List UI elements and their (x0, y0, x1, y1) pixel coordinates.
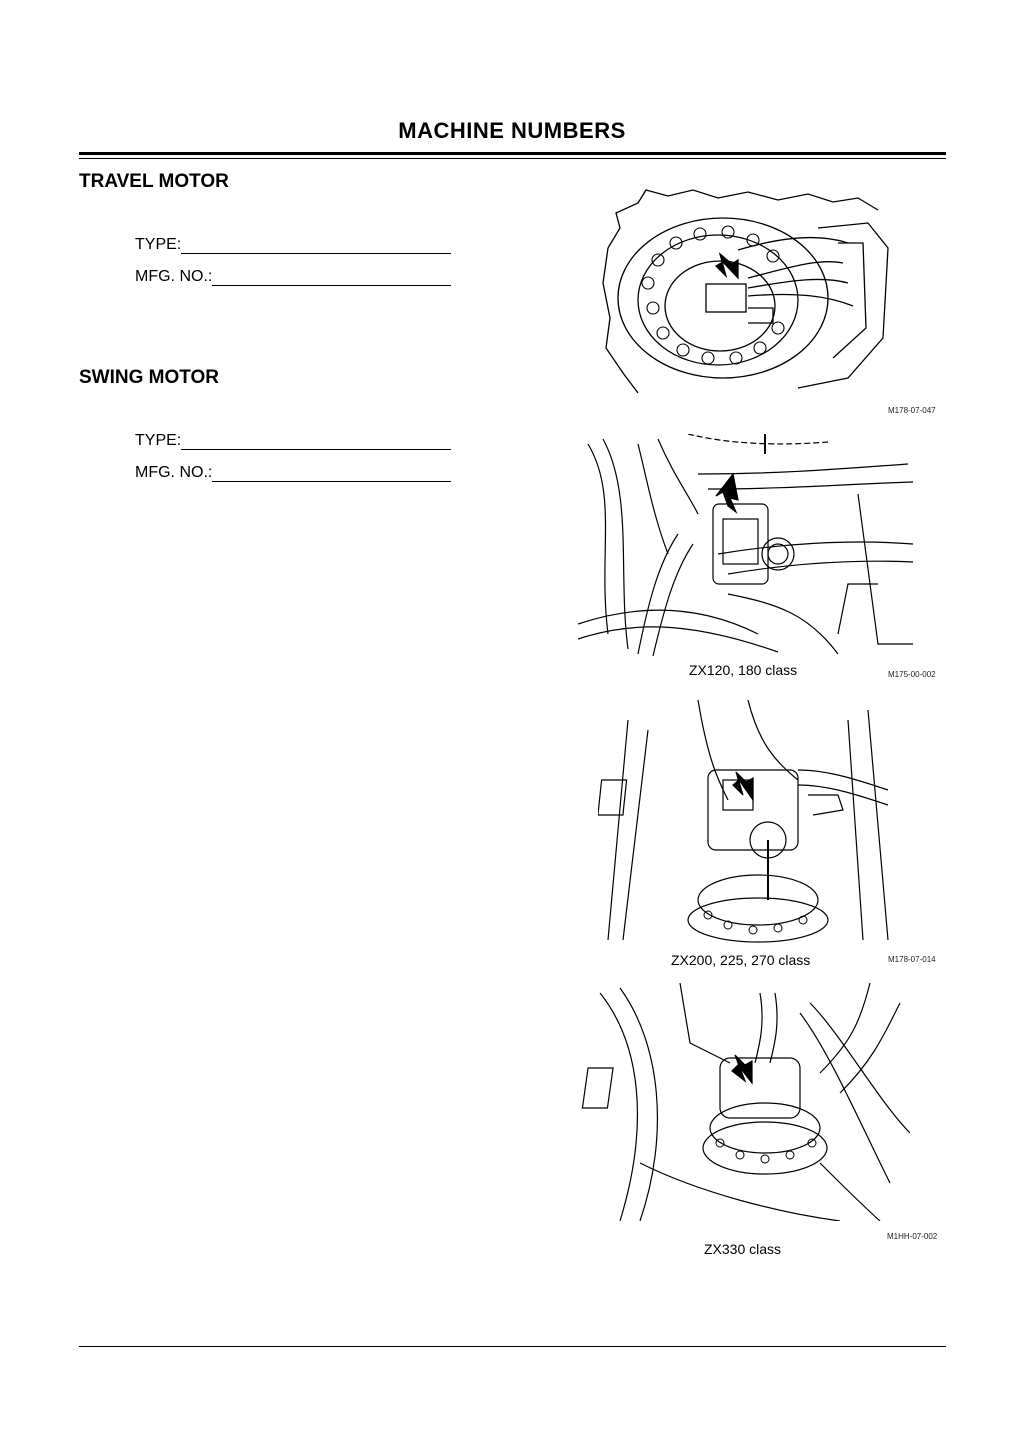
swing-motor-heading: SWING MOTOR (79, 367, 220, 388)
figure-1-code: M178-07-047 (888, 406, 936, 415)
title-rule-thin (79, 158, 946, 159)
travel-motor-type-field[interactable] (135, 235, 451, 254)
swing-motor-type-field[interactable] (135, 431, 451, 450)
swing-motor-type-blank[interactable] (181, 431, 451, 450)
swing-motor-type-label: TYPE: (135, 432, 182, 449)
swing-motor-mfg-label: MFG. NO.: (135, 464, 213, 481)
travel-motor-illustration (598, 188, 898, 396)
swing-motor-mfg-blank[interactable] (212, 463, 451, 482)
footer-rule (79, 1346, 946, 1347)
swing-motor-zx120-illustration (578, 434, 916, 658)
figure-2-code: M175-00-002 (888, 670, 936, 679)
figure-2-caption: ZX120, 180 class (689, 662, 798, 678)
title-rule-thick (79, 152, 946, 155)
figure-3-caption: ZX200, 225, 270 class (671, 952, 811, 968)
travel-motor-type-label: TYPE: (135, 236, 182, 253)
travel-motor-mfg-blank[interactable] (212, 267, 451, 286)
figure-3-code: M178-07-014 (888, 955, 936, 964)
page-title: MACHINE NUMBERS (398, 118, 626, 143)
figure-4-caption: ZX330 class (704, 1241, 782, 1257)
travel-motor-mfg-field[interactable] (135, 267, 451, 286)
swing-motor-zx330-illustration (580, 983, 910, 1221)
figure-4-code: M1HH-07-002 (887, 1232, 938, 1241)
swing-motor-mfg-field[interactable] (135, 463, 451, 482)
travel-motor-mfg-label: MFG. NO.: (135, 268, 213, 285)
travel-motor-type-blank[interactable] (181, 235, 451, 254)
travel-motor-heading: TRAVEL MOTOR (79, 171, 229, 192)
swing-motor-zx200-illustration (598, 700, 898, 944)
